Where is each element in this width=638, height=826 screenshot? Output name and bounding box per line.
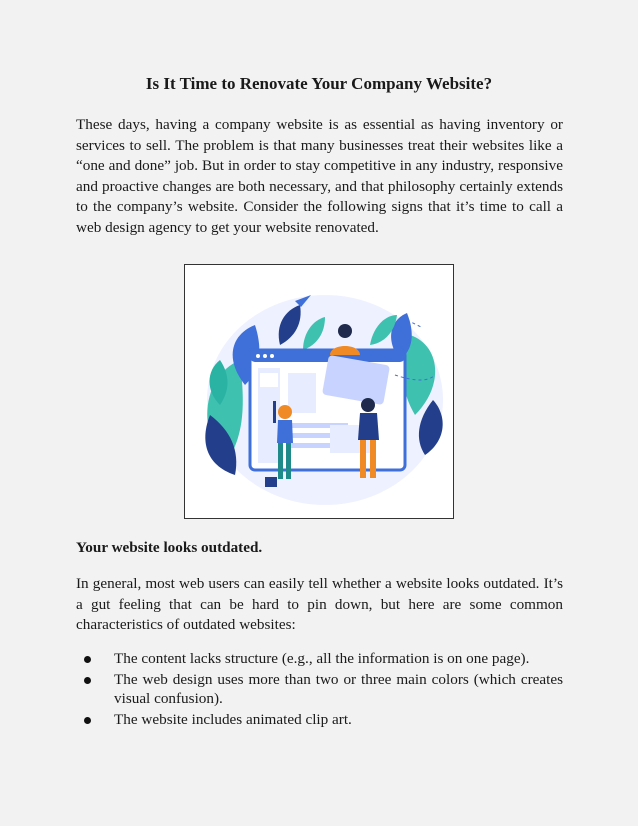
list-item <box>76 649 563 668</box>
list-item-text: The content lacks structure (e.g., all the information is on one page). <box>114 650 530 667</box>
outdated-characteristics-list <box>76 649 563 731</box>
website-renovation-illustration <box>184 264 454 519</box>
list-item-text: The web design uses more than two or three main colors (which creates visual confusion). <box>114 671 563 707</box>
page-title: Is It Time to Renovate Your Company Website? <box>145 74 493 93</box>
intro-paragraph: These days, having a company website is as essential as having inventory or services to sell. The problem is that many businesses treat their websites like a “one and done” job. But in order to stay competitive in any industry, responsive and proactive changes are both necessary, and that philosophy certainly extends to the company’s website. Consider the following signs that it’s time to call a web design agency to get your website renovated. <box>76 116 563 236</box>
section-heading: Your website looks outdated. <box>76 539 263 556</box>
bullet-icon <box>84 717 91 724</box>
bullet-icon <box>84 656 91 663</box>
bullet-icon <box>84 677 91 684</box>
list-item-text: The website includes animated clip art. <box>114 711 352 728</box>
list-item <box>76 670 563 708</box>
section-paragraph: In general, most web users can easily tell whether a website looks outdated. It’s a gut feeling that can be hard to pin down, but here are some common characteristics of outdated websites: <box>76 575 563 633</box>
illustration-svg <box>185 265 454 519</box>
list-item <box>76 710 563 729</box>
